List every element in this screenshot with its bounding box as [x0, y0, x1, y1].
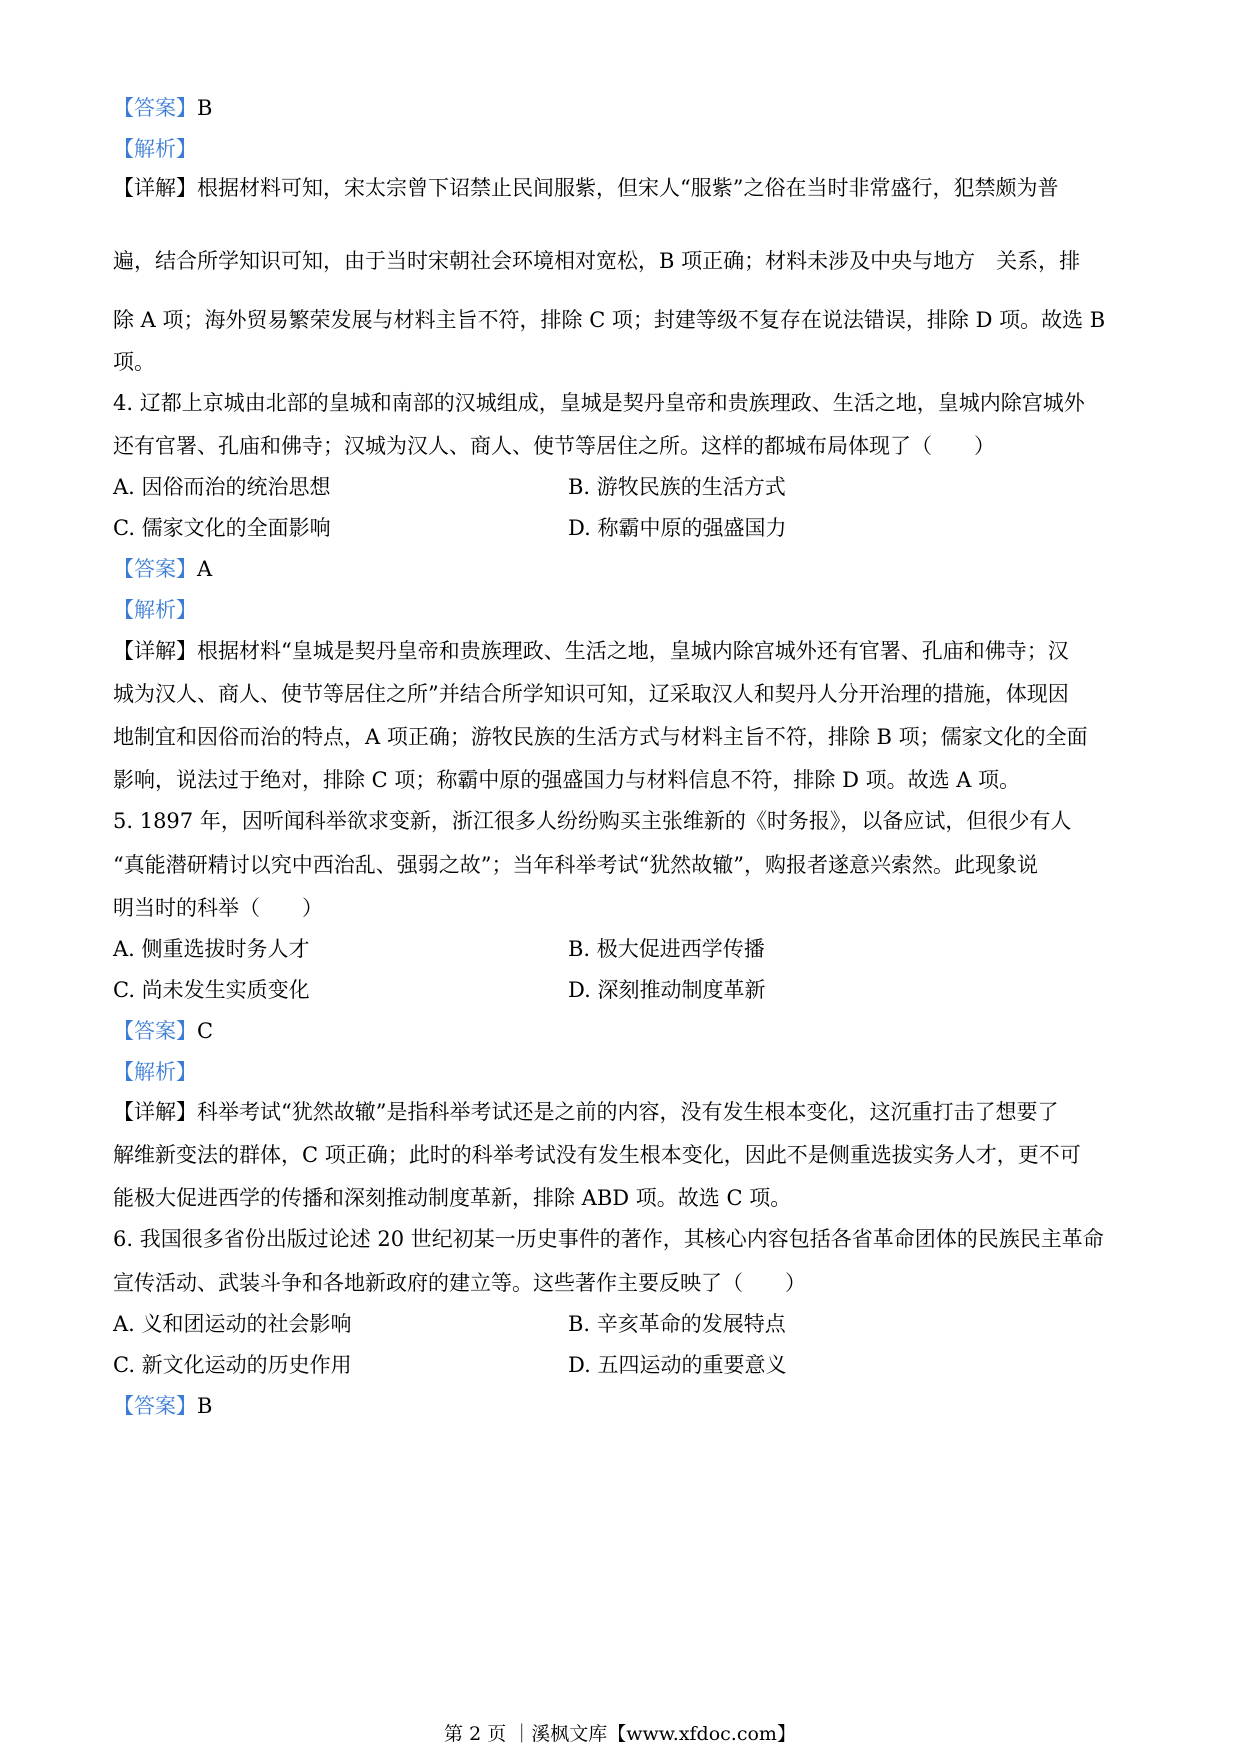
answer-value: A [197, 557, 213, 581]
option-d: D. 五四运动的重要意义 [568, 1353, 787, 1377]
answer-tag: 【答案】 [113, 1394, 197, 1418]
question-stem: 宣传活动、武装斗争和各地新政府的建立等。这些著作主要反映了（ ） [113, 1271, 806, 1295]
question-stem: 4. 辽都上京城由北部的皇城和南部的汉城组成，皇城是契丹皇帝和贵族理政、生活之地，皇城内除宫城外 [113, 391, 1085, 415]
detail-line: 城为汉人、商人、使节等居住之所”并结合所学知识可知，辽采取汉人和契丹人分开治理的措施，体现因 [113, 682, 1069, 706]
option-d: D. 深刻推动制度革新 [568, 978, 766, 1002]
option-b: B. 极大促进西学传播 [568, 937, 765, 961]
option-b: B. 辛亥革命的发展特点 [568, 1312, 786, 1336]
question-stem: “真能潜研精讨以究中西治乱、强弱之故”；当年科举考试“犹然故辙”，购报者遂意兴索然。此现象说 [113, 853, 1038, 877]
detail-line: 项。 [113, 350, 155, 374]
answer-line [113, 555, 212, 583]
answer-line [113, 1392, 212, 1420]
answer-value: B [197, 1394, 213, 1418]
option-c: C. 新文化运动的历史作用 [113, 1353, 352, 1377]
detail-line: 遍，结合所学知识可知，由于当时宋朝社会环境相对宽松，B 项正确；材料未涉及中央与地方 关系，排 [113, 249, 1081, 273]
detail-line: 地制宜和因俗而治的特点，A 项正确；游牧民族的生活方式与材料主旨不符，排除 B 项；儒家文化的全面 [113, 725, 1088, 749]
analysis-tag: 【解析】 [113, 598, 197, 622]
question-stem: 6. 我国很多省份出版过论述 20 世纪初某一历史事件的著作，其核心内容包括各省革命团体的民族民主革命 [113, 1227, 1104, 1251]
answer-value: B [197, 96, 213, 120]
option-c: C. 儒家文化的全面影响 [113, 516, 331, 540]
option-b: B. 游牧民族的生活方式 [568, 475, 786, 499]
answer-line [113, 94, 212, 122]
option-a: A. 因俗而治的统治思想 [113, 475, 331, 499]
question-stem: 明当时的科举（ ） [113, 896, 323, 920]
detail-line: 能极大促进西学的传播和深刻推动制度革新，排除 ABD 项。故选 C 项。 [113, 1186, 792, 1210]
answer-tag: 【答案】 [113, 1019, 197, 1043]
page-footer: 第 2 页 ｜溪枫文库【www.xfdoc.com】 [444, 1723, 796, 1745]
detail-line: 影响，说法过于绝对，排除 C 项；称霸中原的强盛国力与材料信息不符，排除 D 项。故选 A 项。 [113, 768, 1021, 792]
answer-tag: 【答案】 [113, 96, 197, 120]
option-a: A. 侧重选拔时务人才 [113, 937, 310, 961]
question-stem: 还有官署、孔庙和佛寺；汉城为汉人、商人、使节等居住之所。这样的都城布局体现了（ ） [113, 434, 995, 458]
analysis-tag: 【解析】 [113, 1060, 197, 1084]
answer-line [113, 1017, 213, 1045]
option-d: D. 称霸中原的强盛国力 [568, 516, 787, 540]
detail-line: 【详解】根据材料可知，宋太宗曾下诏禁止民间服紫，但宋人“服紫”之俗在当时非常盛行，犯禁颇为普 [113, 176, 1059, 200]
detail-line: 【详解】科举考试“犹然故辙”是指科举考试还是之前的内容，没有发生根本变化，这沉重打击了想要了 [113, 1100, 1059, 1124]
option-a: A. 义和团运动的社会影响 [113, 1312, 352, 1336]
question-stem: 5. 1897 年，因听闻科举欲求变新，浙江很多人纷纷购买主张维新的《时务报》，以备应试，但很少有人 [113, 809, 1072, 833]
answer-tag: 【答案】 [113, 557, 197, 581]
option-c: C. 尚未发生实质变化 [113, 978, 310, 1002]
detail-line: 【详解】根据材料“皇城是契丹皇帝和贵族理政、生活之地，皇城内除宫城外还有官署、孔庙和佛寺；汉 [113, 639, 1069, 663]
detail-line: 解维新变法的群体，C 项正确；此时的科举考试没有发生根本变化，因此不是侧重选拔实务人才，更不可 [113, 1143, 1081, 1167]
detail-line: 除 A 项；海外贸易繁荣发展与材料主旨不符，排除 C 项；封建等级不复存在说法错误，排除 D 项。故选 B [113, 308, 1106, 332]
analysis-tag: 【解析】 [113, 137, 197, 161]
answer-value: C [197, 1019, 214, 1043]
